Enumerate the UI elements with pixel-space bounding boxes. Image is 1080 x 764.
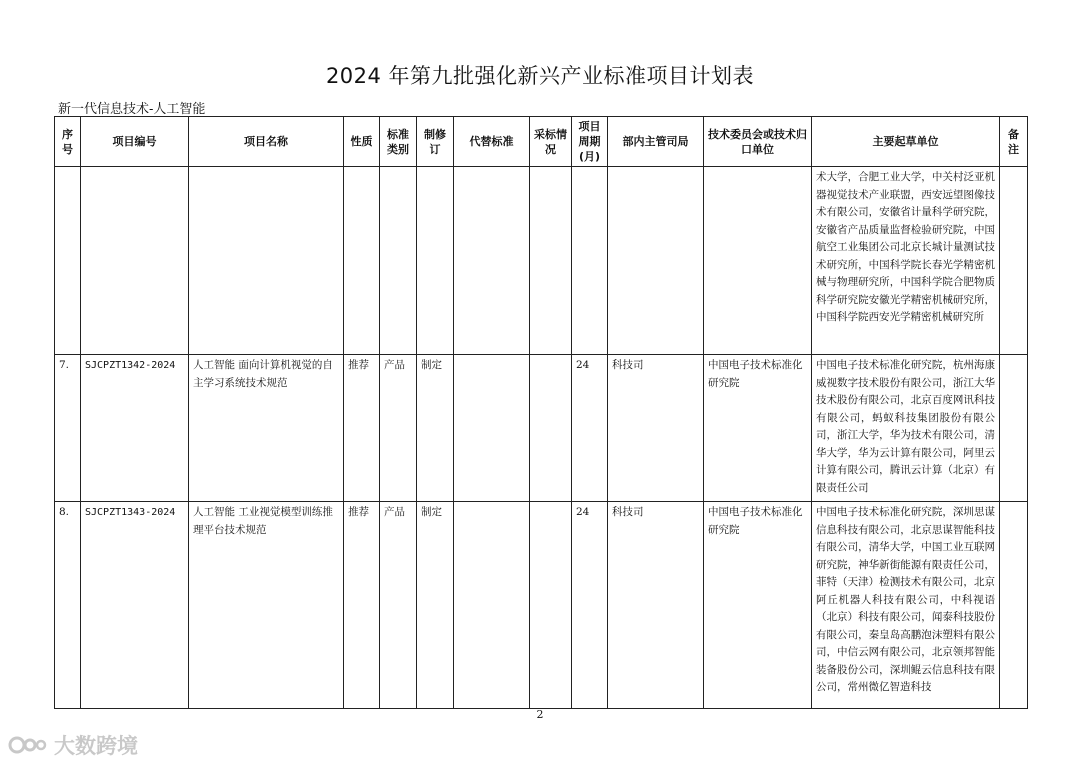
cell-adopt	[530, 502, 572, 709]
cell-replace	[454, 502, 530, 709]
header-std-type: 标准类别	[380, 117, 417, 167]
cell-committee	[704, 167, 812, 355]
header-replace: 代替标准	[454, 117, 530, 167]
cell-period	[572, 167, 608, 355]
cell-seq: 8.	[55, 502, 81, 709]
watermark-text: 大数跨境	[54, 734, 138, 758]
cell-drafters: 中国电子技术标准化研究院，杭州海康威视数字技术股份有限公司，浙江大华技术股份有限公司，北京百度网讯科技有限公司，蚂蚁科技集团股份有限公司，浙江大学，华为技术有限公司，清华大学，华为云计算有限公司，阿里云计算有限公司，腾讯云计算（北京）有限责任公司	[812, 355, 1000, 502]
table-row	[55, 355, 1028, 502]
watermark	[8, 730, 138, 760]
header-nature: 性质	[344, 117, 380, 167]
cell-nature: 推荐	[344, 355, 380, 502]
cell-period: 24	[572, 355, 608, 502]
header-name: 项目名称	[189, 117, 344, 167]
cell-revise: 制定	[417, 502, 454, 709]
header-committee: 技术委员会或技术归口单位	[704, 117, 812, 167]
cell-committee: 中国电子技术标准化研究院	[704, 502, 812, 709]
cell-dept	[608, 167, 704, 355]
cell-seq: 7.	[55, 355, 81, 502]
cell-nature: 推荐	[344, 502, 380, 709]
cell-remark	[1000, 355, 1028, 502]
cell-remark	[1000, 167, 1028, 355]
category-label: 新一代信息技术-人工智能	[58, 102, 206, 117]
page-number: 2	[536, 708, 544, 721]
cell-std-type	[380, 167, 417, 355]
cell-replace	[454, 167, 530, 355]
document-title: 2024 年第九批强化新兴产业标准项目计划表	[325, 64, 755, 88]
cell-revise: 制定	[417, 355, 454, 502]
watermark-logo-icon	[8, 733, 48, 757]
table-row	[55, 167, 1028, 355]
cell-nature	[344, 167, 380, 355]
header-period: 项目周期(月)	[572, 117, 608, 167]
cell-revise	[417, 167, 454, 355]
header-code: 项目编号	[81, 117, 189, 167]
header-adopt: 采标情况	[530, 117, 572, 167]
header-revise: 制修订	[417, 117, 454, 167]
cell-dept: 科技司	[608, 355, 704, 502]
cell-dept: 科技司	[608, 502, 704, 709]
cell-name	[189, 167, 344, 355]
table-header-row	[55, 117, 1028, 167]
header-seq: 序号	[55, 117, 81, 167]
cell-committee: 中国电子技术标准化研究院	[704, 355, 812, 502]
table-row	[55, 502, 1028, 709]
cell-std-type: 产品	[380, 355, 417, 502]
cell-name: 人工智能 面向计算机视觉的自主学习系统技术规范	[189, 355, 344, 502]
cell-name: 人工智能 工业视觉模型训练推理平台技术规范	[189, 502, 344, 709]
header-remark: 备注	[1000, 117, 1028, 167]
cell-drafters: 术大学，合肥工业大学，中关村泛亚机器视觉技术产业联盟，西安远望图像技术有限公司，安徽省计量科学研究院，安徽省产品质量监督检验研究院，中国航空工业集团公司北京长城计量测试技术研究所，中国科学院长春光学精密机械与物理研究所，中国科学院合肥物质科学研究院安徽光学精密机械研究所，中国科学院西安光学精密机械研究所	[812, 167, 1000, 355]
cell-adopt	[530, 355, 572, 502]
header-dept: 部内主管司局	[608, 117, 704, 167]
cell-remark	[1000, 502, 1028, 709]
cell-code: SJCPZT1342-2024	[81, 355, 189, 502]
cell-adopt	[530, 167, 572, 355]
cell-drafters: 中国电子技术标准化研究院，深圳思谋信息科技有限公司，北京思谋智能科技有限公司，清华大学，中国工业互联网研究院，神华新街能源有限责任公司，菲特（天津）检测技术有限公司，北京阿丘机器人科技有限公司，中科视语（北京）科技有限公司，闻泰科技股份有限公司，秦皇岛高鹏泡沫塑料有限公司，中信云网有限公司，北京领邦智能装备股份公司，深圳鲲云信息科技有限公司，常州微亿智造科技	[812, 502, 1000, 709]
cell-code: SJCPZT1343-2024	[81, 502, 189, 709]
cell-std-type: 产品	[380, 502, 417, 709]
header-drafters: 主要起草单位	[812, 117, 1000, 167]
cell-period: 24	[572, 502, 608, 709]
cell-replace	[454, 355, 530, 502]
cell-code	[81, 167, 189, 355]
standards-plan-table	[54, 116, 1028, 709]
cell-seq	[55, 167, 81, 355]
